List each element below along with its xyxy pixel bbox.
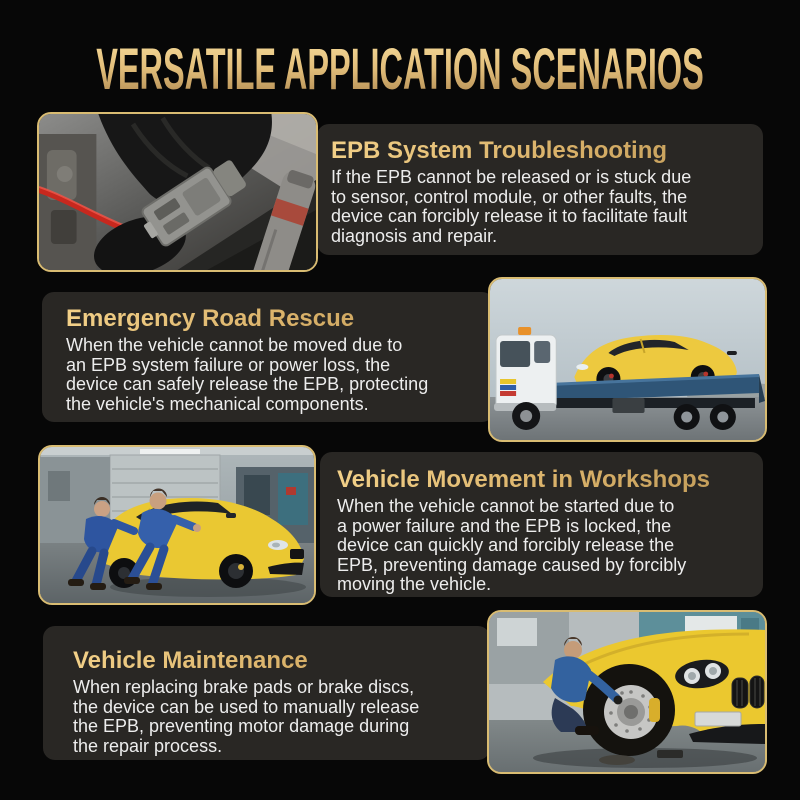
connector-illustration (39, 114, 316, 270)
card-body (331, 168, 753, 246)
body-line: a power failure and the EPB is locked, the (337, 515, 672, 536)
body-line: the repair process. (73, 735, 223, 756)
body-line: to sensor, control module, or other faults, the (331, 186, 688, 207)
body-line: the EPB, preventing motor damage during (73, 716, 410, 736)
body-line: device can safely release the EPB, protecting (66, 374, 429, 394)
card-heading: Vehicle Maintenance (73, 647, 480, 675)
body-line: moving the vehicle. (337, 574, 492, 594)
photo-workshop-push (38, 445, 316, 605)
card-road-rescue (42, 292, 494, 422)
photo-brake-service (487, 610, 767, 774)
card-body (73, 678, 480, 756)
photo-epb-connector (37, 112, 318, 272)
body-line: When the vehicle cannot be started due to (337, 496, 675, 516)
photo-tow-truck (488, 277, 767, 442)
body-line: an EPB system failure or power loss, the (66, 354, 391, 375)
page-title: VERSATILE APPLICATION SCENARIOS (96, 37, 704, 102)
body-line: device can forcibly release it to facilitate fault (331, 206, 688, 226)
body-line: When the vehicle cannot be moved due to (66, 335, 403, 355)
body-line: If the EPB cannot be released or is stuck due (331, 167, 692, 187)
card-heading: Emergency Road Rescue (66, 305, 484, 333)
tow-truck-illustration (490, 279, 765, 440)
card-vehicle-maintenance (43, 626, 490, 760)
card-epb-troubleshooting (317, 124, 763, 255)
card-heading: Vehicle Movement in Workshops (337, 466, 755, 494)
body-line: device can quickly and forcibly release the (337, 535, 675, 555)
card-heading: EPB System Troubleshooting (331, 137, 753, 165)
body-line: EPB, preventing damage caused by forcibly (337, 554, 687, 575)
body-line: When replacing brake pads or brake discs, (73, 677, 415, 697)
card-body (337, 497, 755, 595)
body-line: diagnosis and repair. (331, 225, 498, 246)
card-body (66, 336, 484, 414)
body-line: the device can be used to manually release (73, 696, 420, 717)
workshop-push-illustration (40, 447, 314, 603)
card-workshop-movement (320, 452, 763, 597)
body-line: the vehicle's mechanical components. (66, 393, 369, 414)
brake-service-illustration (489, 612, 765, 772)
